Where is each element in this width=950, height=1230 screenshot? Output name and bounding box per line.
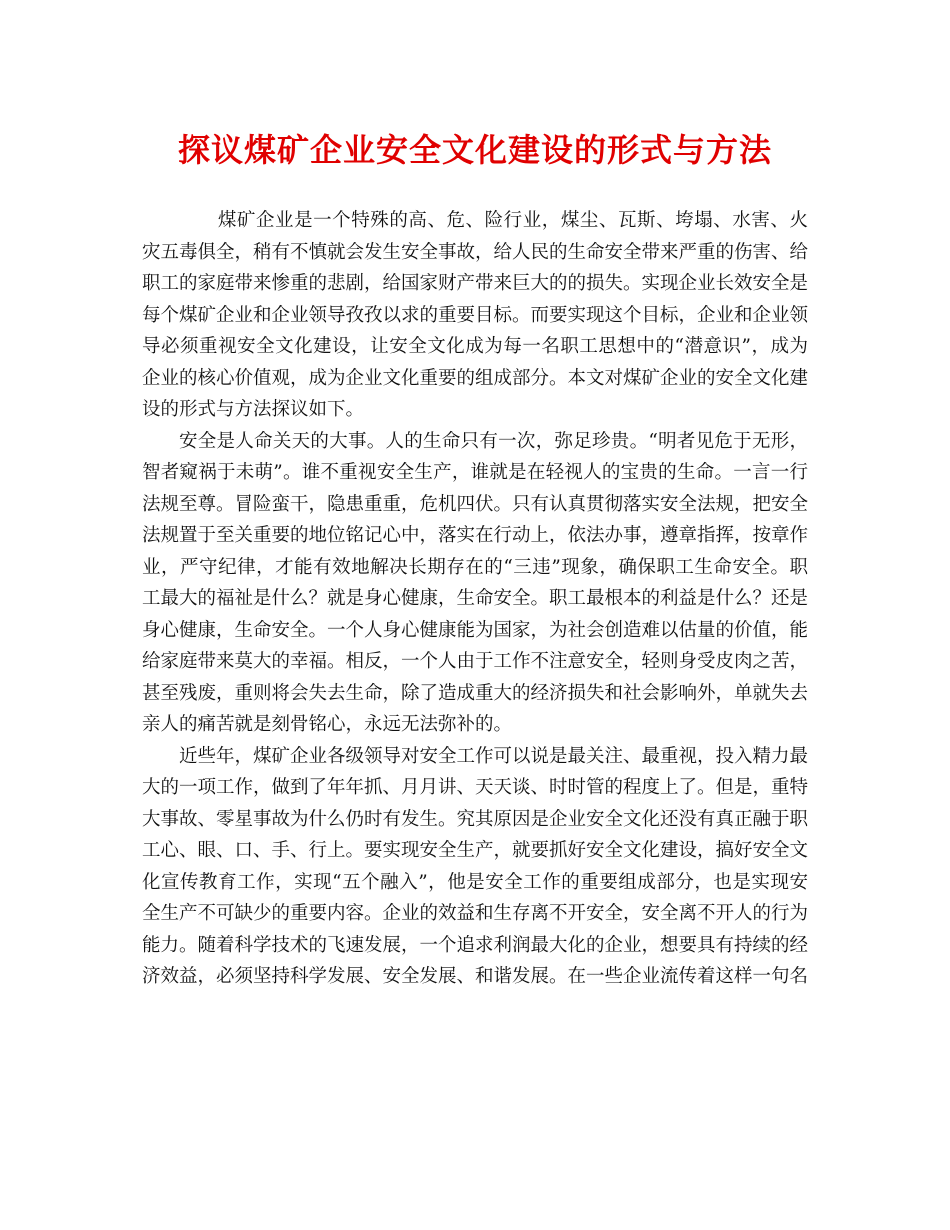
paragraph-safety-importance: 安全是人命关天的大事。人的生命只有一次，弥足珍贵。“明者见危于无形，智者窥祸于未萌”。谁不重视安全生产，谁就是在轻视人的宝贵的生命。一言一行法规至尊。冒险蛮干，隐患重重，危机四伏。只有认真贯彻落实安全法规，把安全法规置于至关重要的地位铭记心中，落实在行动上，依法办事，遵章指挥，按章作业，严守纪律，才能有效地解决长期存在的“三违”现象，确保职工生命安全。职工最大的福祉是什么？就是身心健康，生命安全。职工最根本的利益是什么？还是身心健康，生命安全。一个人身心健康能为国家，为社会创造难以估量的价值，能给家庭带来莫大的幸福。相反，一个人由于工作不注意安全，轻则身受皮肉之苦，甚至残废，重则将会失去生命，除了造成重大的经济损失和社会影响外，单就失去亲人的痛苦就是刻骨铭心，永远无法弥补的。: [142, 430, 809, 735]
paragraph-intro: 煤矿企业是一个特殊的高、危、险行业，煤尘、瓦斯、垮塌、水害、火灾五毒俱全，稍有不慎就会发生安全事故，给人民的生命安全带来严重的伤害、给职工的家庭带来惨重的悲剧，给国家财产带来巨大的的损失。实现企业长效安全是每个煤矿企业和企业领导孜孜以求的重要目标。而要实现这个目标，企业和企业领导必须重视安全文化建设，让安全文化成为每一名职工思想中的“潜意识”，成为企业的核心价值观，成为企业文化重要的组成部分。本文对煤矿企业的安全文化建设的形式与方法探议如下。: [142, 210, 809, 420]
document-title: 探议煤矿企业安全文化建设的形式与方法: [177, 131, 772, 169]
paragraph-safety-culture: 近些年，煤矿企业各级领导对安全工作可以说是最关注、最重视，投入精力最大的一项工作，做到了年年抓、月月讲、天天谈、时时管的程度上了。但是，重特大事故、零星事故为什么仍时有发生。究其原因是企业安全文化还没有真正融于职工心、眼、口、手、行上。要实现安全生产，就要抓好安全文化建设，搞好安全文化宣传教育工作，实现“五个融入”，他是安全工作的重要组成部分，也是实现安全生产不可缺少的重要内容。企业的效益和生存离不开安全，安全离不开人的行为能力。随着科学技术的飞速发展，一个追求利润最大化的企业，想要具有持续的经济效益，必须坚持科学发展、安全发展、和谐发展。在一些企业流传着这样一句名: [142, 745, 809, 987]
document-body: [142, 205, 808, 993]
